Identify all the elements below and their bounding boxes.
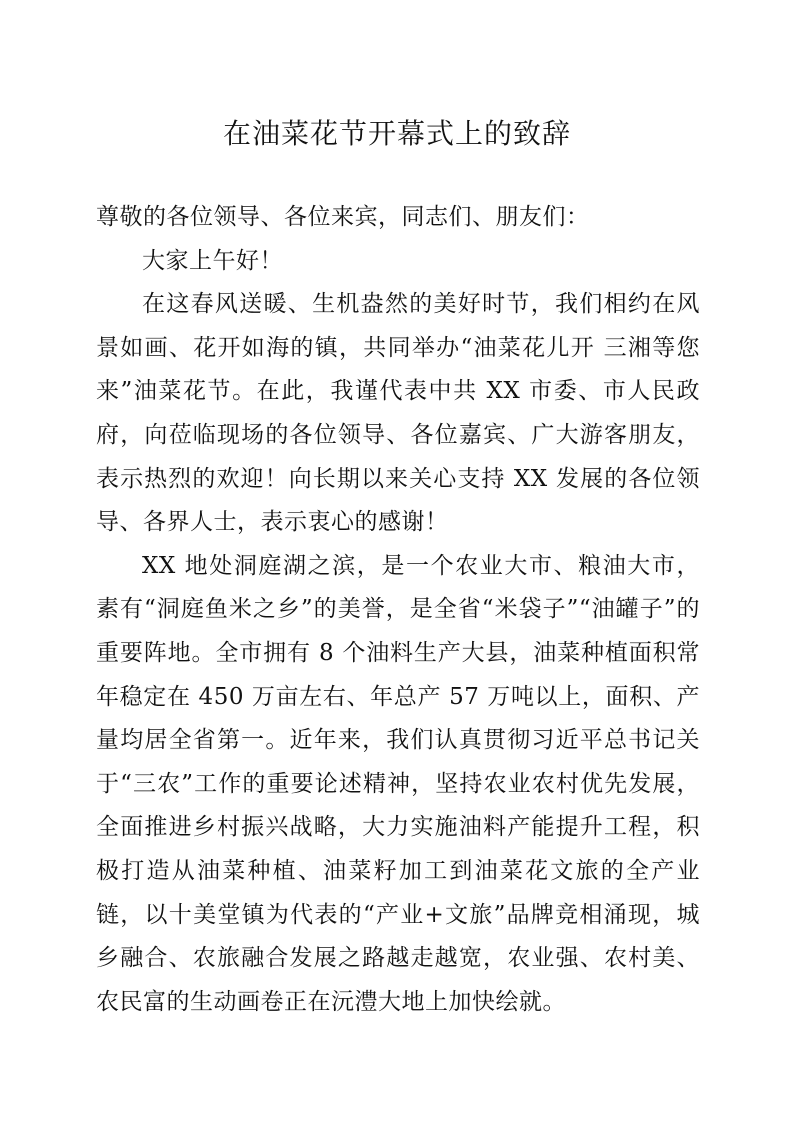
paragraph: 在这春风送暖、生机盎然的美好时节，我们相约在风景如画、花开如海的镇，共同举办“油菜花儿开 三湘等您来”油菜花节。在此，我谨代表中共 XX 市委、市人民政府，向莅临现场的各位领导、各位嘉宾、广大游客朋友，表示热烈的欢迎！向长期以来关心支持 XX 发展的各位领导、各界人士，表示衷心的感谢！ [96, 291, 700, 536]
salutation: 尊敬的各位领导、各位来宾，同志们、朋友们： [96, 204, 590, 230]
document-body [96, 196, 700, 1024]
paragraph: XX 地处洞庭湖之滨，是一个农业大市、粮油大市，素有“洞庭鱼米之乡”的美誉，是全省“米袋子”“油罐子”的重要阵地。全市拥有 8 个油料生产大县，油菜种植面积常年稳定在 450 万亩左右、年总产 57 万吨以上，面积、产量均居全省第一。近年来，我们认真贯彻习近平总书记关于“三农”工作的重要论述精神，坚持农业农村优先发展，全面推进乡村振兴战略，大力实施油料产能提升工程，积极打造从油菜种植、油菜籽加工到油菜花文旅的全产业链，以十美堂镇为代表的“产业+文旅”品牌竞相涌现，城乡融合、农旅融合发展之路越走越宽，农业强、农村美、农民富的生动画卷正在沅澧大地上加快绘就。 [96, 552, 700, 1015]
greeting: 大家上午好！ [142, 247, 283, 274]
page-title: 在油菜花节开幕式上的致辞 [222, 117, 571, 150]
